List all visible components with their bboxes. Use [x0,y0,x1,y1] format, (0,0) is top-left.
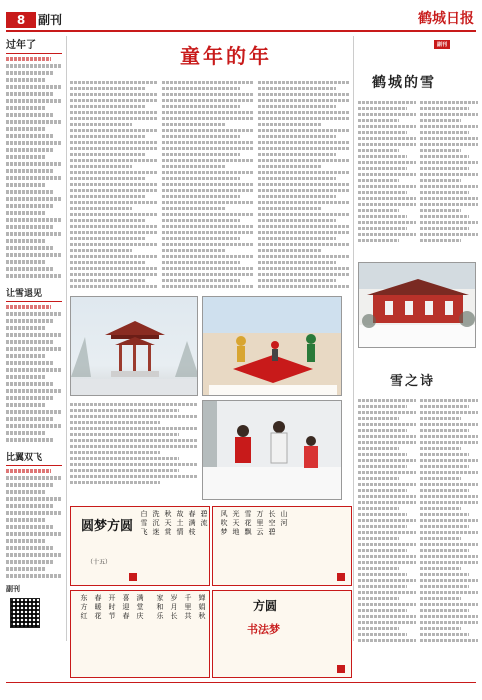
article-column-1 [70,78,158,292]
calli-col: 岁 月 长 [170,594,178,620]
right-section-tag: 副刊 [434,40,450,49]
right-title-1: 鹤城的雪 [372,75,436,91]
main-article-title: 童年的年 [180,44,272,68]
calli-col: 春 暖 花 [94,594,102,620]
calli-col: 秋 天 赏 [164,510,172,536]
calli-col: 东 方 红 [80,594,88,620]
newspaper-brand: 鹤城日报 [418,11,474,27]
calli-col: 光 天 地 [232,510,240,536]
festival-image [203,297,342,396]
calli-col: 雪 花 飘 [244,510,252,536]
section-name: 副刊 [38,13,63,27]
left-column [6,36,62,641]
calli-col: 家 和 乐 [156,594,164,620]
left-title-4: 副刊 [6,585,20,593]
page-footer [6,682,476,694]
calli-col: 山 河 [280,510,288,527]
left-title-1: 过年了 [6,36,62,54]
calli-col: 碧 流 [200,510,208,527]
article-column-3 [258,78,350,292]
calli-col: 故 土 情 [176,510,184,536]
calli-col: 喜 迎 春 [122,594,130,620]
calli-col: 万 里 云 [256,510,264,536]
left-poem-1 [6,57,62,278]
left-title-3: 比翼双飞 [6,450,62,466]
right-col-b [420,98,478,258]
qr-code-icon [10,598,40,628]
right-title-2: 雪之诗 [390,374,436,389]
seal-stamp [337,573,345,581]
calligraphy-subtitle-2: 书法梦 [247,623,280,636]
pavilion-photo [70,296,198,396]
calli-col: 婵 娟 秋 [198,594,206,620]
seal-stamp [337,665,345,673]
calli-col: 春 满 枝 [188,510,196,536]
calli-col: 洗 沉 迷 [152,510,160,536]
masthead-rule [6,30,476,32]
calli-col: 千 里 共 [184,594,192,620]
calligraphy-block-1 [70,506,210,586]
article-lower-left [70,400,198,500]
calligraphy-subtitle-1: （十五） [87,559,112,566]
article-column-2 [162,78,254,292]
right-col-d [420,396,478,678]
pavilion-image [71,297,198,396]
column-divider [353,36,354,641]
column-divider [66,36,67,641]
calli-col: 白 雪 飞 [140,510,148,536]
calligraphy-block-2 [212,506,352,586]
left-title-2: 让雪退见 [6,286,62,302]
page-number: 8 [6,12,36,28]
seal-stamp [129,573,137,581]
calli-col: 风 吹 梦 [220,510,228,536]
winter-photo [202,400,342,500]
winter-image [203,401,342,500]
left-poem-3 [6,469,62,578]
calligraphy-title-1: 圆梦方圆 [81,519,134,534]
calli-col: 长 空 碧 [268,510,276,536]
calli-col: 满 堂 庆 [136,594,144,620]
right-col-a [358,98,416,258]
festival-photo [202,296,342,396]
castle-photo [358,262,476,348]
castle-image [359,263,476,348]
calli-col: 开 时 节 [108,594,116,620]
calligraphy-block-3 [70,590,210,678]
calligraphy-block-4 [212,590,352,678]
right-col-c [358,396,416,678]
left-poem-2 [6,305,62,442]
calligraphy-title-2: 方圆 [253,599,278,613]
